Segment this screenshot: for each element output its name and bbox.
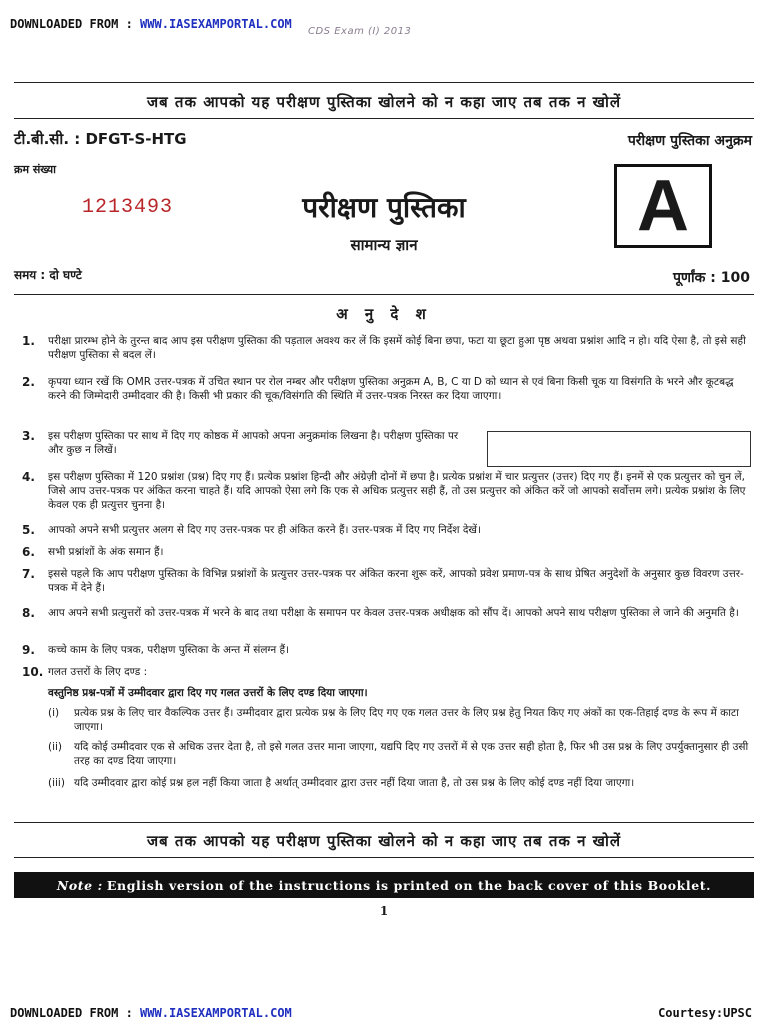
instruction-number: 9. (22, 643, 35, 657)
instruction-number: 6. (22, 545, 35, 559)
penalty-intro-text: वस्तुनिष्ठ प्रश्न-पत्रों में उम्मीदवार द्वारा दिए गए गलत उत्तरों के लिए दण्ड दिया जाएगा। (48, 687, 368, 699)
penalty-item-number: (iii) (48, 777, 65, 789)
maximum-marks: पूर्णांक : 100 (672, 270, 750, 286)
page-number: 1 (379, 904, 389, 918)
instruction-item (22, 567, 752, 595)
site-link[interactable]: WWW.IASEXAMPORTAL.COM (140, 1006, 292, 1020)
divider (14, 82, 754, 83)
instructions-heading: अ नु दे श (336, 305, 432, 323)
divider (14, 857, 754, 858)
instruction-number: 1. (22, 334, 35, 348)
instruction-number: 10. (22, 665, 44, 679)
series-letter: A (637, 166, 689, 246)
divider (14, 118, 754, 119)
site-link[interactable]: WWW.IASEXAMPORTAL.COM (140, 17, 292, 31)
instruction-text: गलत उत्तरों के लिए दण्ड : (48, 666, 148, 678)
note-label: Note : (56, 877, 103, 893)
instruction-text: इस परीक्षण पुस्तिका पर साथ में दिए गए कोष्ठक में आपको अपना अनुक्रमांक लिखना है। परीक्षण पुस्तिका पर और कुछ न लिखें। (48, 430, 459, 456)
booklet-title: परीक्षण पुस्तिका (302, 191, 466, 224)
penalty-item (48, 706, 752, 734)
penalty-item-number: (i) (48, 707, 60, 719)
serial-number: 1213493 (82, 196, 174, 219)
instruction-text: इससे पहले कि आप परीक्षण पुस्तिका के विभिन्न प्रश्नांशों के प्रत्युत्तर उत्तर-पत्रक पर अंकित करना शुरू करें, आपको प्रवेश प्रमाण-पत्र के साथ प्रेषित अनुदेशों के अनुसार कुछ विवरण उत्तर-पत्रक में देने हैं। (48, 568, 744, 594)
instruction-text: आप अपने सभी प्रत्युत्तरों को उत्तर-पत्रक में भरने के बाद तथा परीक्षा के समापन पर केवल उत्तर-पत्रक अधीक्षक को सौंप दें। आपको अपने साथ परीक्षण पुस्तिका ले जाने की अनुमति है। (48, 607, 739, 619)
do-not-open-banner-bottom: जब तक आपको यह परीक्षण पुस्तिका खोलने को न कहा जाए तब तक न खोलें (146, 832, 622, 850)
courtesy-credit: Courtesy:UPSC (658, 1006, 752, 1020)
instruction-item (22, 429, 472, 457)
penalty-item-text: यदि उम्मीदवार द्वारा कोई प्रश्न हल नहीं किया जाता है अर्थात् उम्मीदवार द्वारा उत्तर नहीं दिया जाता है, तो उस प्रश्न के लिए कोई दण्ड नहीं दिया जाएगा। (74, 777, 635, 789)
instruction-text: सभी प्रश्नांशों के अंक समान हैं। (48, 546, 164, 558)
instruction-text: कृपया ध्यान रखें कि OMR उत्तर-पत्रक में उचित स्थान पर रोल नम्बर और परीक्षण पुस्तिका अनुक्रम A, B, C या D को ध्यान से एवं बिना किसी चूक या विसंगति के भरने और कूटबद्ध करने की जिम्मेदारी उम्मीदवार की है। किसी भी प्रकार की चूक/विसंगति की स्थिति में उत्तर-पत्रक निरस्त कर दिया जाएगा। (48, 376, 734, 402)
instruction-number: 2. (22, 375, 35, 389)
instruction-text: परीक्षा प्रारम्भ होने के तुरन्त बाद आप इस परीक्षण पुस्तिका की पड़ताल अवश्य कर लें कि इसमें कोई बिना छपा, फटा या छूटा हुआ पृष्ठ अथवा प्रश्नांश आदि न हो। यदि ऐसा है, तो इसे सही परीक्षण पुस्तिका से बदल लें। (48, 335, 746, 361)
booklet-series-label: परीक्षण पुस्तिका अनुक्रम (627, 133, 752, 149)
do-not-open-banner-top: जब तक आपको यह परीक्षण पुस्तिका खोलने को न कहा जाए तब तक न खोलें (146, 93, 622, 111)
penalty-item (48, 776, 752, 790)
exam-stamp: CDS Exam (I) 2013 (308, 26, 412, 37)
instruction-number: 3. (22, 429, 35, 443)
instruction-number: 7. (22, 567, 35, 581)
instruction-item (22, 643, 752, 657)
instruction-number: 5. (22, 523, 35, 537)
penalty-item (48, 740, 752, 768)
time-allowed: समय : दो घण्टे (14, 268, 82, 282)
penalty-intro (22, 686, 752, 700)
instruction-text: आपको अपने सभी प्रत्युत्तर अलग से दिए गए उत्तर-पत्रक पर ही अंकित करने हैं। उत्तर-पत्रक में दिए गए निर्देश देखें। (48, 524, 481, 536)
instruction-item (22, 523, 752, 537)
instruction-item (22, 334, 752, 362)
english-version-note (14, 872, 754, 898)
instruction-item (22, 545, 752, 559)
instruction-number: 8. (22, 606, 35, 620)
instruction-item (22, 665, 752, 679)
instruction-item (22, 375, 752, 403)
instruction-item (22, 470, 752, 512)
divider (14, 822, 754, 823)
download-label: DOWNLOADED FROM : (10, 17, 141, 31)
penalty-item-text: यदि कोई उम्मीदवार एक से अधिक उत्तर देता है, तो इसे गलत उत्तर माना जाएगा, यद्यपि दिए गए उत्तरों में से एक उत्तर सही होता है, फिर भी उस प्रश्न के लिए उपर्युक्तानुसार ही उसी तरह का दण्ड दिया जाएगा। (74, 741, 749, 767)
instruction-item (22, 606, 752, 620)
instruction-text: कच्चे काम के लिए पत्रक, परीक्षण पुस्तिका के अन्त में संलग्न हैं। (48, 644, 290, 656)
instruction-text: इस परीक्षण पुस्तिका में 120 प्रश्नांश (प्रश्न) दिए गए हैं। प्रत्येक प्रश्नांश हिन्दी और अंग्रेज़ी दोनों में छपा है। प्रत्येक प्रश्नांश में चार प्रत्युत्तर (उत्तर) दिए गए हैं। इनमें से एक प्रत्युत्तर को चुन लें, जिसे आप उत्तर-पत्रक पर अंकित करना चाहते हैं। यदि आपको ऐसा लगे कि एक से अधिक प्रत्युत्तर सही हैं, तो उस प्रत्युत्तर को अंकित करें जो आपको सर्वोत्तम लगे। प्रत्येक प्रश्नांश के लिए केवल एक ही प्रत्युत्तर चुनना है। (48, 471, 746, 511)
download-source-footer (10, 1006, 292, 1020)
download-label: DOWNLOADED FROM : (10, 1006, 141, 1020)
tbc-code: टी.बी.सी. : DFGT-S-HTG (14, 130, 187, 148)
roll-number-box[interactable] (487, 431, 751, 467)
note-text: English version of the instructions is printed on the back cover of this Booklet. (106, 877, 712, 893)
booklet-series-box (614, 164, 712, 248)
penalty-item-number: (ii) (48, 741, 63, 753)
divider (14, 294, 754, 295)
instruction-number: 4. (22, 470, 35, 484)
penalty-item-text: प्रत्येक प्रश्न के लिए चार वैकल्पिक उत्तर हैं। उम्मीदवार द्वारा प्रत्येक प्रश्न के लिए दिए गए एक गलत उत्तर के लिए प्रश्न हेतु नियत किए गए अंकों का एक-तिहाई दण्ड के रूप में काटा जाएगा। (74, 707, 739, 733)
subject-title: सामान्य ज्ञान (350, 236, 418, 254)
serial-number-label: क्रम संख्या (14, 163, 56, 176)
download-source-header (10, 17, 292, 31)
